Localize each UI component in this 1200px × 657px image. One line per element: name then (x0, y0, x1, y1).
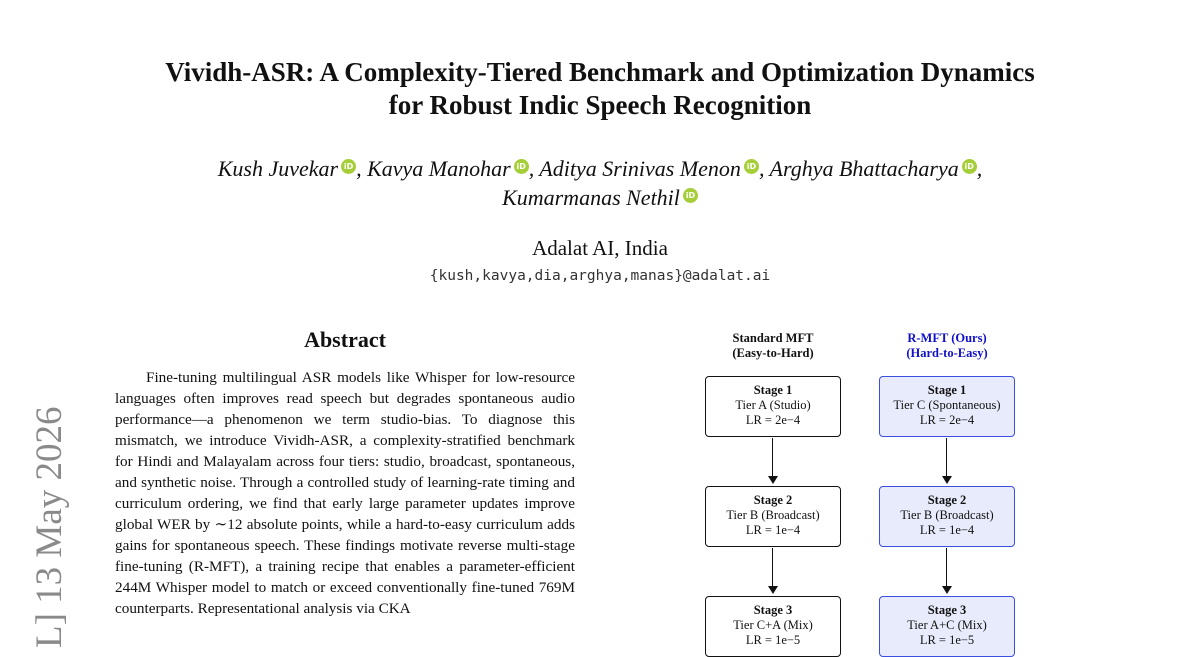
rmft-subtitle: (Hard-to-Easy) (906, 346, 988, 360)
rmft-title: R-MFT (Ours) (907, 331, 987, 345)
stage-lr: LR = 1e−4 (919, 523, 975, 537)
standard-mft-title: Standard MFT (732, 331, 814, 345)
flow-arrow (942, 438, 952, 484)
stage-lr: LR = 2e−4 (919, 413, 975, 427)
email-line[interactable]: {kush,kavya,dia,arghya,manas}@adalat.ai (429, 268, 771, 284)
stage-tier: Tier A (Studio) (735, 398, 811, 412)
standard-stage-1 (705, 376, 841, 437)
orcid-icon[interactable]: iD (683, 188, 698, 203)
flow-arrow (768, 548, 778, 594)
author-list: Kush Juvekar iD , Kavya Manohar iD , Aditya Srinivas Menon iD , Arghya Bhattacharya iD , Kumarmanas Nethil iD (217, 156, 983, 210)
author-name: Kavya Manohar (367, 156, 511, 181)
arxiv-side-stamp: L] 13 May 2026 (29, 406, 70, 648)
stage-name: Stage 1 (927, 383, 967, 397)
stage-lr: LR = 1e−5 (919, 633, 975, 647)
abstract-body: Fine-tuning multilingual ASR models like Whisper for low-resource languages often improves read speech but degrades spontaneous audio performance—a phenomenon we term studio-bias. To diagnose this mismatch, we introduce Vividh-ASR, a complexity-stratified benchmark for Hindi and Malayalam across four tiers: studio, broadcast, spontaneous, and synthetic noise. Through a controlled study of learning-rate timing and curriculum ordering, we find that early large parameter updates improve global WER by ∼12 absolute points, while a hard-to-easy curriculum adds gains for spontaneous speech. These findings motivate reverse multi-stage fine-tuning (R-MFT), a training recipe that enables a parameter-efficient 244M Whisper model to match or exceed conventionally fine-tuned 769M counterparts. Representational analysis via CKA (115, 369, 575, 617)
stage-name: Stage 2 (927, 493, 967, 507)
author-name: Kush Juvekar (217, 156, 339, 181)
rmft-header (867, 331, 1027, 361)
standard-mft-header (693, 331, 853, 361)
stage-tier: Tier A+C (Mix) (907, 618, 987, 632)
orcid-icon[interactable]: iD (962, 159, 977, 174)
stage-tier: Tier C+A (Mix) (733, 618, 813, 632)
stage-tier: Tier B (Broadcast) (900, 508, 994, 522)
author-name: Aditya Srinivas Menon (539, 156, 741, 181)
stage-name: Stage 3 (927, 603, 967, 617)
flow-arrow (942, 548, 952, 594)
stage-name: Stage 1 (753, 383, 793, 397)
stage-tier: Tier C (Spontaneous) (893, 398, 1001, 412)
orcid-icon[interactable]: iD (341, 159, 356, 174)
stage-lr: LR = 2e−4 (745, 413, 801, 427)
stage-tier: Tier B (Broadcast) (726, 508, 820, 522)
author-name: Kumarmanas Nethil (502, 185, 680, 210)
standard-mft-subtitle: (Easy-to-Hard) (732, 346, 814, 360)
paper-title (0, 56, 1200, 122)
stage-lr: LR = 1e−5 (745, 633, 801, 647)
orcid-icon[interactable]: iD (514, 159, 529, 174)
flow-arrow (768, 438, 778, 484)
affiliation: Adalat AI, India (532, 236, 668, 260)
title-line-2: for Robust Indic Speech Recognition (388, 90, 812, 120)
stage-name: Stage 2 (753, 493, 793, 507)
stage-name: Stage 3 (753, 603, 793, 617)
orcid-icon[interactable]: iD (744, 159, 759, 174)
title-line-1: Vividh-ASR: A Complexity-Tiered Benchmark and Optimization Dynamics (165, 57, 1035, 87)
standard-stage-2 (705, 486, 841, 547)
rmft-stage-2 (879, 486, 1015, 547)
rmft-stage-1 (879, 376, 1015, 437)
abstract-heading: Abstract (304, 327, 386, 352)
stage-lr: LR = 1e−4 (745, 523, 801, 537)
author-name: Arghya Bhattacharya (769, 156, 959, 181)
